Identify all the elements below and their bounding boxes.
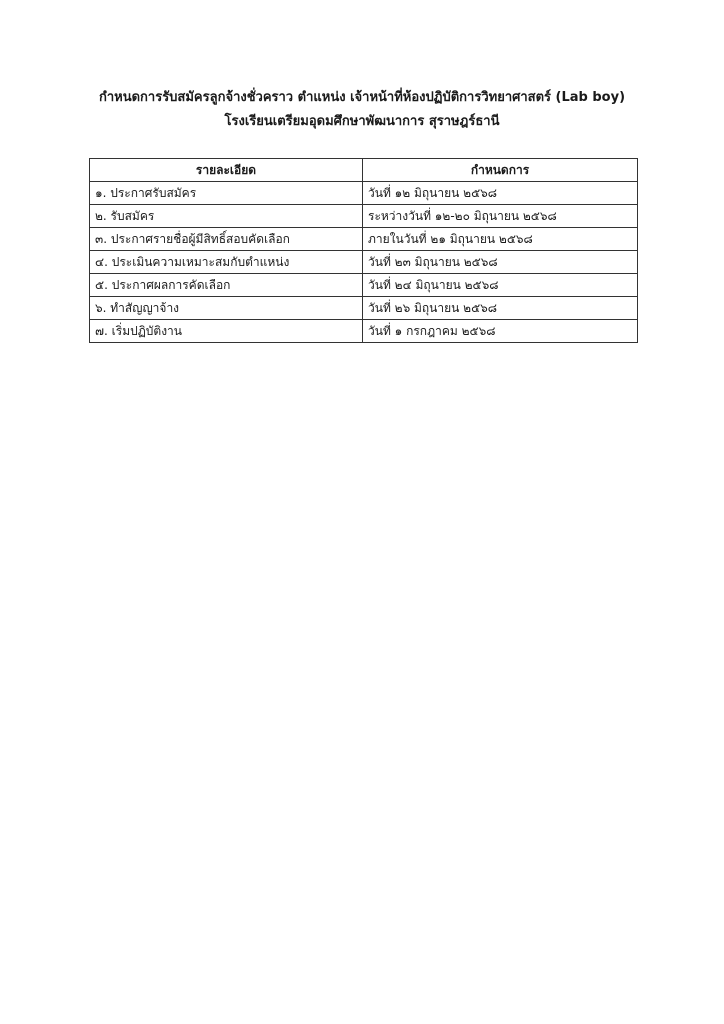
row-schedule: วันที่ ๑ กรกฎาคม ๒๕๖๘ [363,320,638,343]
title-line-2: โรงเรียนเตรียมอุดมศึกษาพัฒนาการ สุราษฎร์ธานี [224,114,500,129]
row-detail: ๖. ทำสัญญาจ้าง [90,297,363,320]
header-detail: รายละเอียด [90,159,363,182]
table-row [90,205,638,228]
row-schedule: ระหว่างวันที่ ๑๒-๒๐ มิถุนายน ๒๕๖๘ [363,205,638,228]
table-row [90,274,638,297]
table-row [90,320,638,343]
table-row [90,228,638,251]
table-row [90,297,638,320]
row-detail: ๒. รับสมัคร [90,205,363,228]
document-title [0,86,724,134]
title-line-1: กำหนดการรับสมัครลูกจ้างชั่วคราว ตำแหน่ง เจ้าหน้าที่ห้องปฏิบัติการวิทยาศาสตร์ (Lab boy) [98,90,626,105]
row-detail: ๓. ประกาศรายชื่อผู้มีสิทธิ์สอบคัดเลือก [90,228,363,251]
row-detail: ๗. เริ่มปฏิบัติงาน [90,320,363,343]
row-schedule: วันที่ ๒๖ มิถุนายน ๒๕๖๘ [363,297,638,320]
row-schedule: วันที่ ๒๓ มิถุนายน ๒๕๖๘ [363,251,638,274]
row-schedule: วันที่ ๑๒ มิถุนายน ๒๕๖๘ [363,182,638,205]
row-detail: ๕. ประกาศผลการคัดเลือก [90,274,363,297]
row-detail: ๑. ประกาศรับสมัคร [90,182,363,205]
row-schedule: ภายในวันที่ ๒๑ มิถุนายน ๒๕๖๘ [363,228,638,251]
table-row [90,251,638,274]
header-schedule: กำหนดการ [363,159,638,182]
schedule-table [89,158,638,343]
row-schedule: วันที่ ๒๔ มิถุนายน ๒๕๖๘ [363,274,638,297]
row-detail: ๔. ประเมินความเหมาะสมกับตำแหน่ง [90,251,363,274]
table-row [90,182,638,205]
table-header-row [90,159,638,182]
